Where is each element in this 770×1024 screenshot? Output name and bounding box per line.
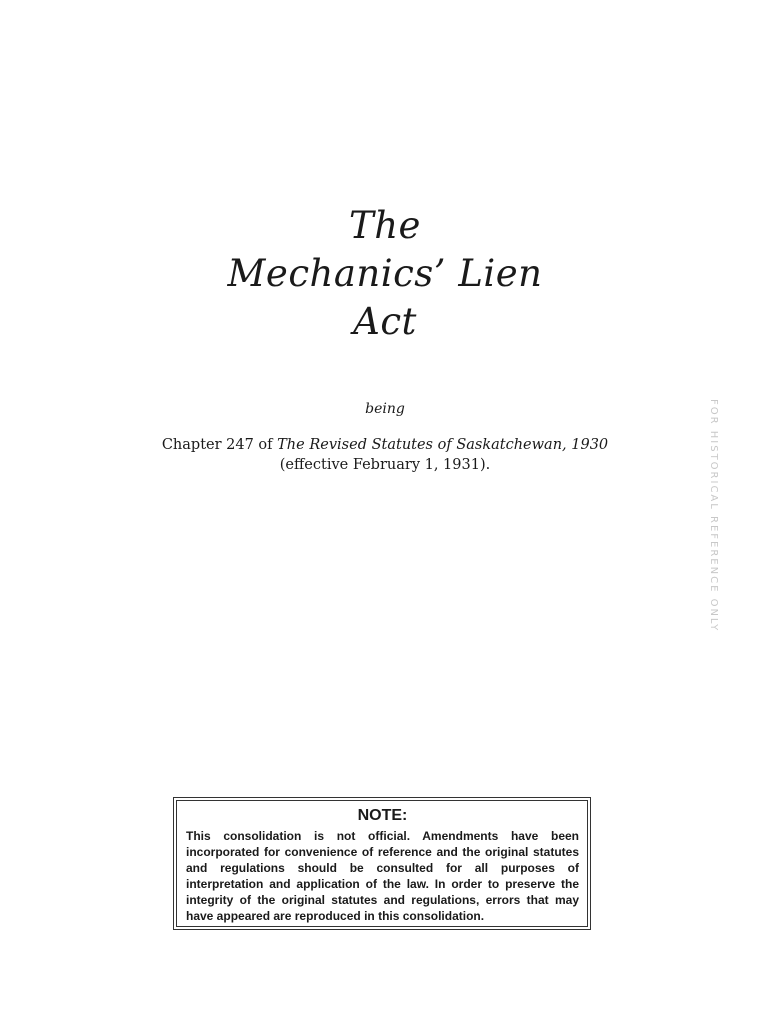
being-label: being — [365, 401, 405, 417]
title-line-1: The — [349, 204, 421, 247]
historical-reference-watermark: FOR HISTORICAL REFERENCE ONLY — [708, 399, 719, 633]
note-body: This consolidation is not official. Amendments have been incorporated for convenience of reference and the original statutes and regulations should be consulted for all purposes of interpretation and application of the law. In order to preserve the integrity of the original statutes and regulations, errors that may have appeared are reproduced in this consolidation. — [186, 829, 579, 923]
note-heading: NOTE: — [357, 807, 408, 824]
note-box-inner — [176, 800, 588, 927]
chapter-reference — [0, 435, 770, 475]
effective-date: (effective February 1, 1931). — [279, 457, 491, 473]
statute-name: The Revised Statutes of Saskatchewan, 1930 — [277, 437, 609, 453]
act-title — [0, 202, 770, 346]
chapter-prefix: Chapter 247 of — [161, 437, 278, 453]
title-line-3: Act — [353, 300, 417, 343]
note-box — [173, 797, 591, 930]
title-line-2: Mechanics’ Lien — [227, 252, 543, 295]
chapter-line — [0, 435, 770, 455]
